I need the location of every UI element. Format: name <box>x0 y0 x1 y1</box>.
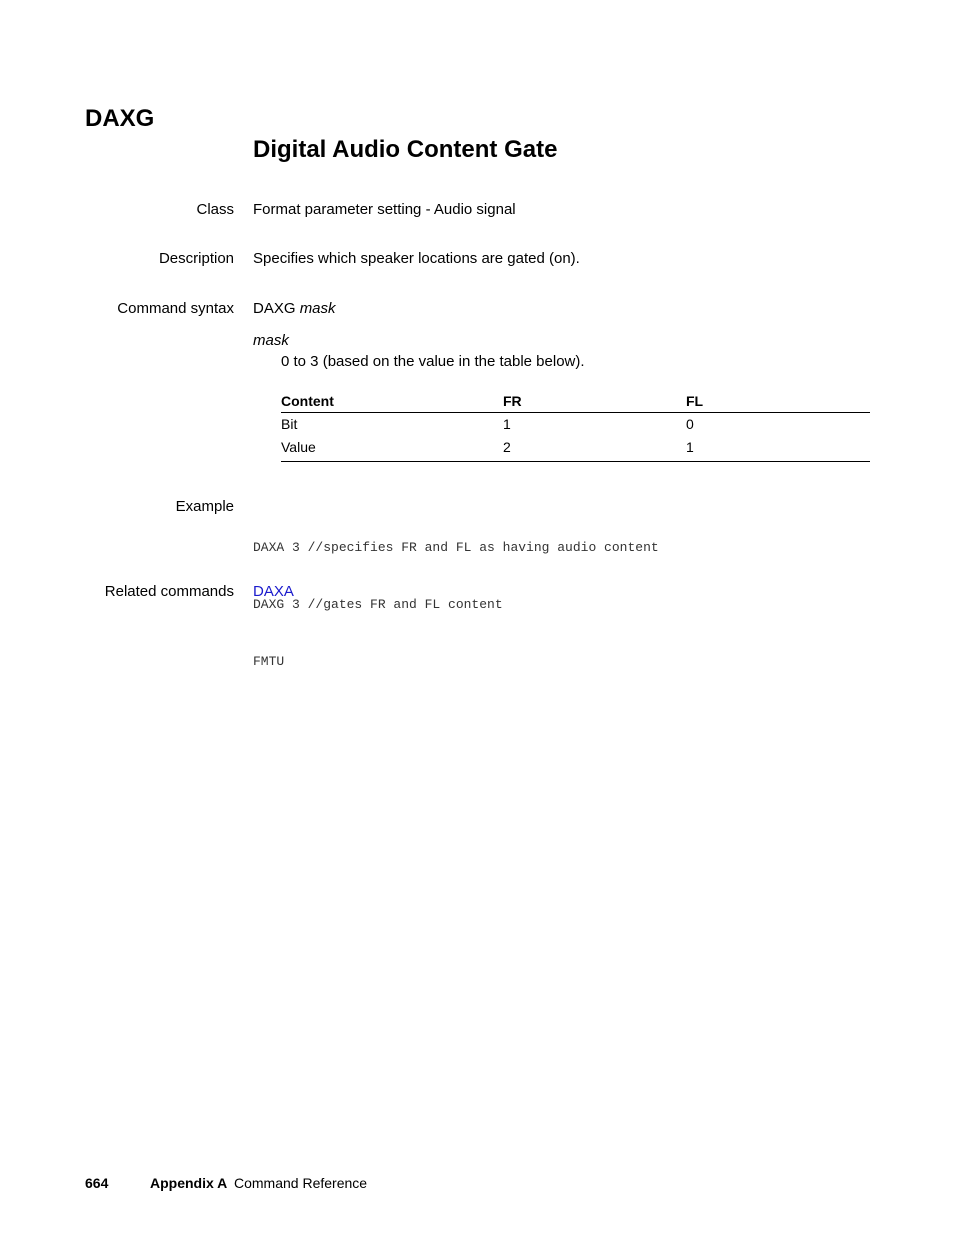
footer-appendix: Appendix A <box>150 1175 228 1191</box>
syntax-param: mask <box>299 300 336 317</box>
table-row <box>281 413 870 437</box>
description-value: Specifies which speaker locations are gated (on). <box>253 250 580 267</box>
table-cell: 0 <box>686 416 694 432</box>
table-header: Content <box>281 391 503 413</box>
param-description: 0 to 3 (based on the value in the table below). <box>281 353 585 370</box>
command-name: DAXG <box>85 105 155 132</box>
table-header: FL <box>686 391 870 413</box>
footer-section: Command Reference <box>234 1175 368 1191</box>
class-value: Format parameter setting - Audio signal <box>253 201 516 218</box>
table-cell: 2 <box>503 436 686 462</box>
example-label: Example <box>175 498 234 515</box>
description-label: Description <box>158 250 234 267</box>
code-line: FMTU <box>253 654 285 669</box>
param-name: mask <box>253 332 289 349</box>
table-cell: Bit <box>281 416 298 432</box>
syntax-command: DAXG <box>253 300 296 317</box>
table-cell: Value <box>281 436 503 462</box>
code-line: DAXG 3 //gates FR and FL content <box>253 597 503 612</box>
table-row <box>281 436 870 462</box>
table-cell: 1 <box>503 416 511 432</box>
related-value <box>253 582 294 602</box>
table-header-row <box>281 391 870 413</box>
code-line: DAXA 3 //specifies FR and FL as having audio content <box>253 540 659 555</box>
command-title: Digital Audio Content Gate <box>253 136 558 163</box>
table-header: FR <box>503 391 686 413</box>
example-code <box>253 500 659 690</box>
bit-value-table <box>281 391 870 462</box>
syntax-label: Command syntax <box>117 300 234 317</box>
related-label: Related commands <box>104 583 234 600</box>
class-label: Class <box>196 201 234 218</box>
syntax-value <box>253 299 336 319</box>
related-command-link-daxa[interactable]: DAXA <box>253 583 294 600</box>
table-cell: 1 <box>686 436 870 462</box>
footer-page-number: 664 <box>85 1175 109 1191</box>
